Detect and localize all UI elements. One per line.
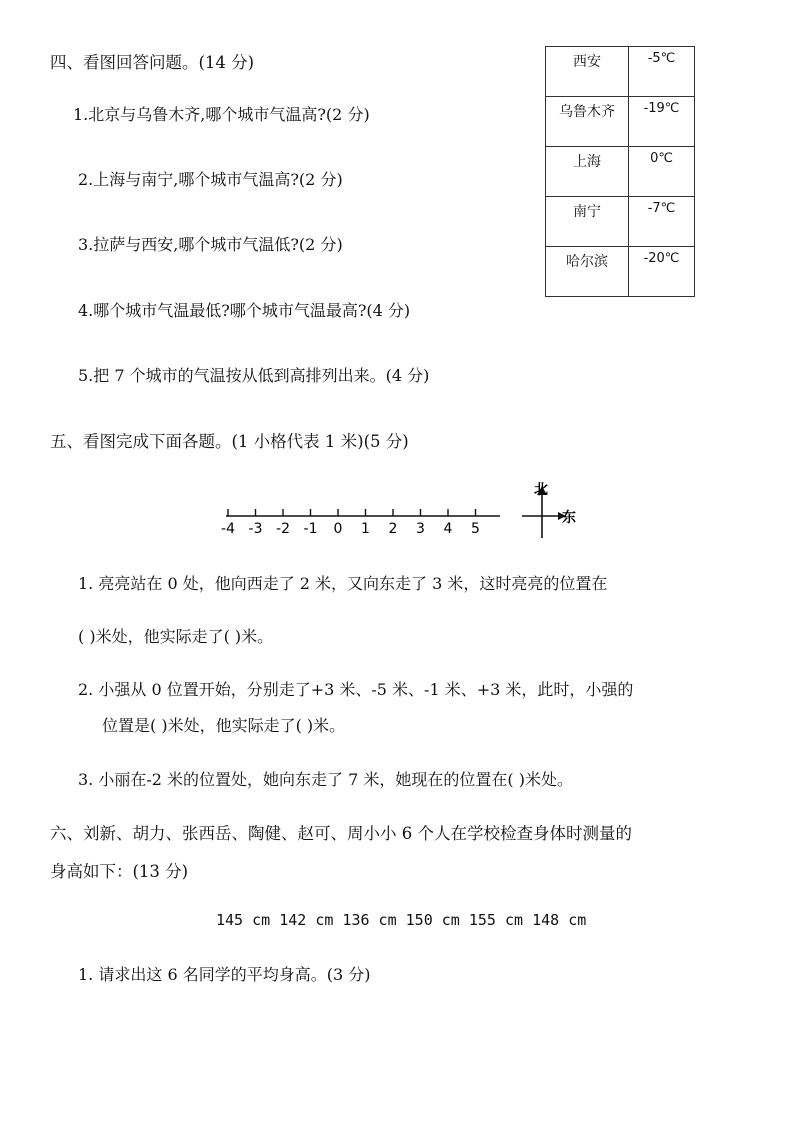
section4-question-3: 3.拉萨与西安,哪个城市气温低?(2 分): [78, 235, 343, 254]
temperature-table: [545, 46, 695, 297]
number-line-tick-label: -1: [303, 521, 318, 537]
temperature-cell: -7℃: [629, 197, 695, 247]
number-line-tick-label: 0: [333, 521, 343, 537]
temperature-cell: -20℃: [629, 247, 695, 297]
temperature-cell: -5℃: [629, 47, 695, 97]
section5-heading: 五、看图完成下面各题。(1 小格代表 1 米)(5 分): [50, 432, 409, 451]
table-row: [546, 197, 695, 247]
section5-question-3: 3. 小丽在-2 米的位置处，她向东走了 7 米，她现在的位置在( )米处。: [78, 770, 573, 789]
number-line-tick-label: 3: [416, 521, 425, 537]
compass-east-label: 东: [562, 510, 576, 526]
section6-heading-line-1: 六、刘新、胡力、张西岳、陶健、赵可、周小小 6 个人在学校检查身体时测量的: [50, 824, 632, 843]
number-line-figure: [200, 478, 600, 544]
number-line-tick-label: 1: [361, 521, 370, 537]
compass-north-label: 北: [534, 482, 548, 498]
section4-question-4: 4.哪个城市气温最低?哪个城市气温最高?(4 分): [78, 301, 411, 320]
city-cell: 南宁: [546, 197, 629, 247]
table-row: [546, 47, 695, 97]
city-cell: 西安: [546, 47, 629, 97]
section6-heading-line-2: 身高如下：(13 分): [50, 862, 189, 881]
heights-list: 145 cm 142 cm 136 cm 150 cm 155 cm 148 cm: [216, 911, 587, 929]
number-line-tick-label: -3: [248, 521, 263, 537]
section5-question-1-line-1: 1. 亮亮站在 0 处，他向西走了 2 米，又向东走了 3 米，这时亮亮的位置在: [78, 574, 608, 593]
section4-question-1: 1.北京与乌鲁木齐,哪个城市气温高?(2 分): [73, 105, 370, 124]
table-row: [546, 97, 695, 147]
number-line-tick-label: 4: [443, 521, 453, 537]
table-row: [546, 247, 695, 297]
section4-question-2: 2.上海与南宁,哪个城市气温高?(2 分): [78, 170, 343, 189]
city-cell: 乌鲁木齐: [546, 97, 629, 147]
city-cell: 上海: [546, 147, 629, 197]
number-line-tick-label: 2: [388, 521, 398, 537]
temperature-cell: -19℃: [629, 97, 695, 147]
number-line-tick-label: -4: [221, 521, 235, 537]
number-line-tick-label: -2: [276, 521, 290, 537]
city-cell: 哈尔滨: [546, 247, 629, 297]
section6-question-1: 1. 请求出这 6 名同学的平均身高。(3 分): [78, 965, 371, 984]
section4-heading: 四、看图回答问题。(14 分): [50, 53, 255, 72]
table-row: [546, 147, 695, 197]
section4-question-5: 5.把 7 个城市的气温按从低到高排列出来。(4 分): [78, 366, 430, 385]
section5-question-1-line-2: ( )米处，他实际走了( )米。: [78, 627, 274, 646]
temperature-cell: 0℃: [629, 147, 695, 197]
section5-question-2-line-2: 位置是( )米处，他实际走了( )米。: [102, 716, 346, 735]
section5-question-2-line-1: 2. 小强从 0 位置开始，分别走了+3 米、-5 米、-1 米、+3 米，此时，小强的: [78, 680, 634, 699]
number-line-tick-label: 5: [471, 521, 480, 537]
